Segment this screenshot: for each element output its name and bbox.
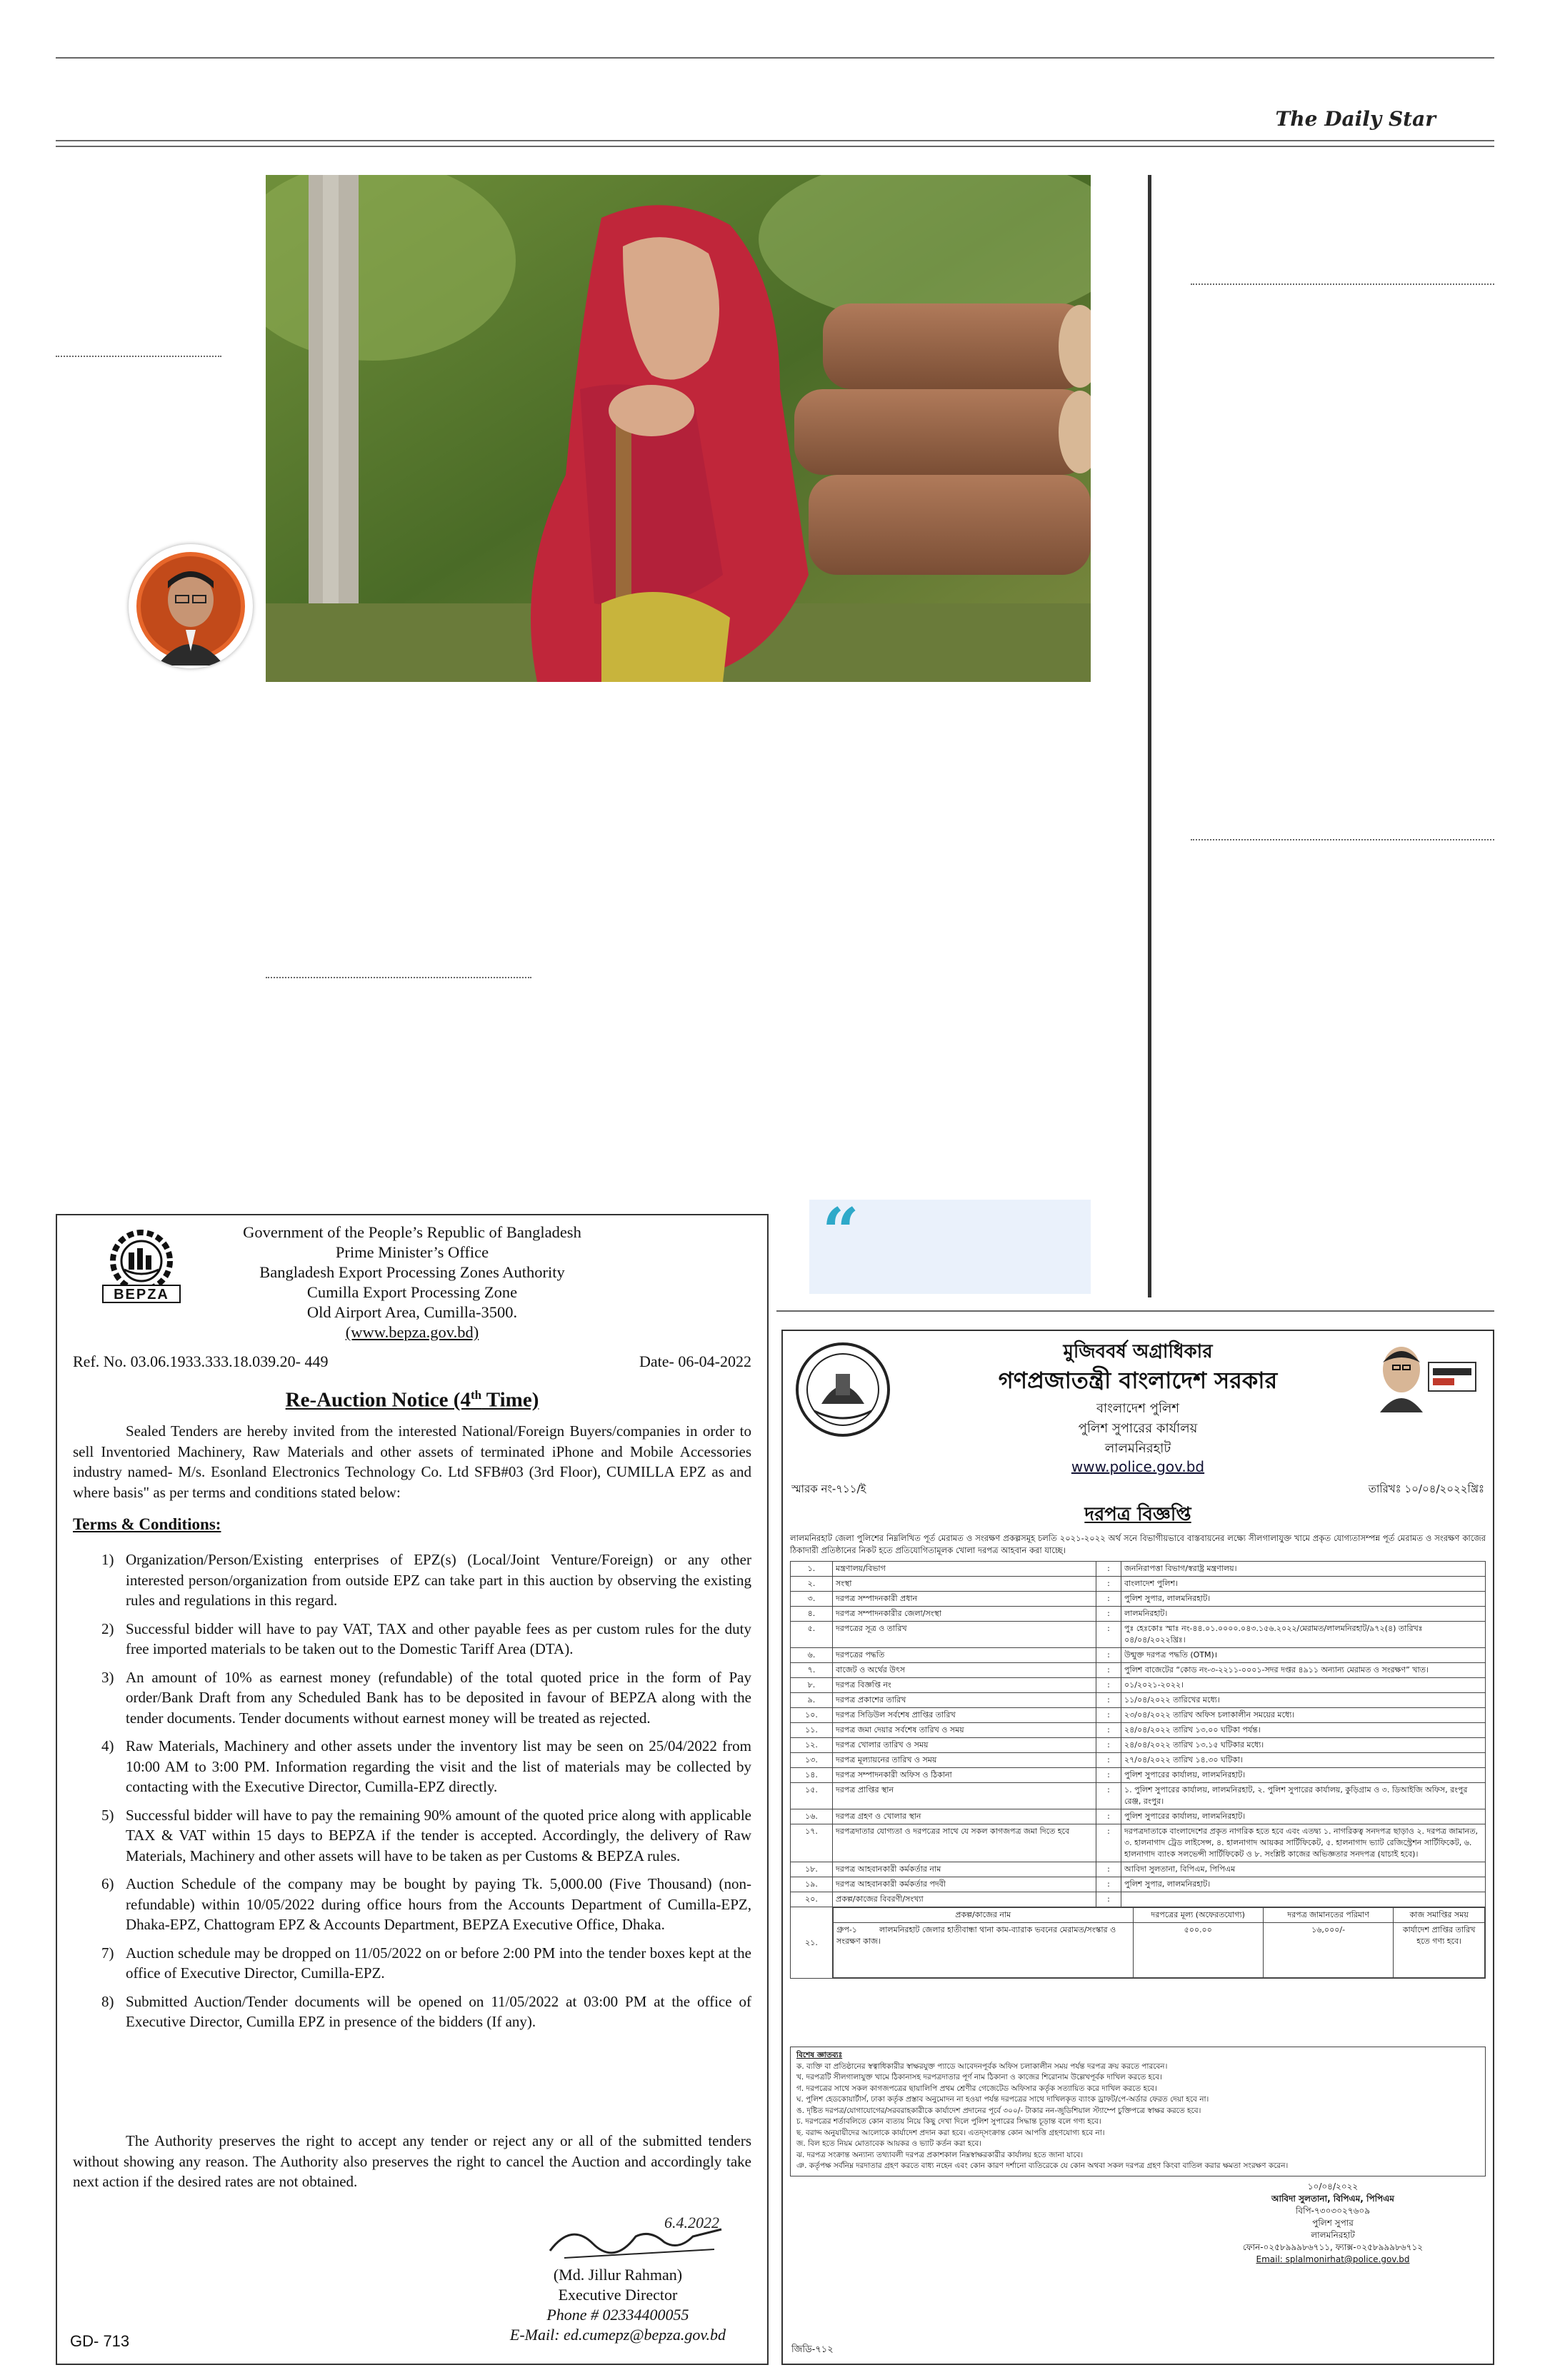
row-colon: : <box>1096 1622 1121 1648</box>
signatory-email[interactable]: E-Mail: ed.cumepz@bepza.gov.bd <box>509 2326 726 2344</box>
gd-number: GD- 713 <box>70 2332 130 2350</box>
signatory-name: (Md. Jillur Rahman) <box>553 2266 683 2284</box>
notice-date: Date- 06-04-2022 <box>639 1352 751 1370</box>
row-colon: : <box>1096 1663 1121 1678</box>
bepza-logo-text: BEPZA <box>114 1287 169 1302</box>
row-colon: : <box>1096 1862 1121 1877</box>
signatory-title: Executive Director <box>558 2286 678 2304</box>
row-colon: : <box>1096 1577 1121 1592</box>
row-colon: : <box>1096 1783 1121 1809</box>
police-gd-number: জিডি-৭১২ <box>791 2344 834 2355</box>
row-label: দরপত্র আহবানকারী কর্মকর্তার নাম <box>833 1862 1096 1877</box>
top-rule <box>56 57 1494 59</box>
special-note: খ. দরপত্রটি সীলগালাযুক্ত খামে ঠিকানাসহ দরপত্রদাতার পূর্ণ নাম ঠিকানা ও কাজের শিরোনাম উল্লেখপূর্বক দাখিল করতে হবে। <box>796 2073 1162 2082</box>
special-note: ঝ. দরপত্র সংক্রান্ত অন্যান্য তথ্যাবলী দরপত্র প্রকাশকাল নিম্নস্বাক্ষরকারীর কার্যালয় হতে জানা যাবে। <box>796 2150 1084 2159</box>
quote-mark-icon: “ <box>822 1194 859 1270</box>
tender-details-table <box>790 1561 1486 1979</box>
section-rule <box>776 1310 1494 1312</box>
row-colon: : <box>1096 1592 1121 1607</box>
article-dotted-rule <box>266 977 531 978</box>
row-colon: : <box>1096 1738 1121 1753</box>
mujib-priority-line: মুজিববর্ষ অগ্রাধিকার <box>1063 1341 1213 1362</box>
table-row <box>791 1663 1486 1678</box>
row-label: দরপত্র খোলার তারিখ ও সময় <box>833 1738 1096 1753</box>
signature-image <box>543 2208 736 2265</box>
special-note: ঘ. পুলিশ হেডকোয়ার্টার্স, ঢাকা কর্তৃক প্রস্তাব অনুমোদন না হওয়া পর্যন্ত দরপত্রের সাথে দাখিলকৃত ব্যাংক ড্রাফট/পে-অর্ডার ফেরত দেয়া হবে না। <box>796 2095 1209 2104</box>
memo-number: স্মারক নং-৭১১/ই <box>791 1482 866 1495</box>
row-serial: ২. <box>791 1577 833 1592</box>
police-signatory-name: আবিদা সুলতানা, বিপিএম, পিপিএম <box>1271 2194 1394 2204</box>
row-serial: ৩. <box>791 1592 833 1607</box>
row-serial: ৬. <box>791 1648 833 1663</box>
header-rule-2 <box>56 146 1494 147</box>
work-price: ৫০০.০০ <box>1133 1923 1263 1978</box>
table-row <box>791 1708 1486 1723</box>
table-row <box>791 1824 1486 1862</box>
term-number: 2) <box>101 1620 114 1637</box>
row-serial: ১০. <box>791 1708 833 1723</box>
row-label: প্রকল্প/কাজের বিবরণী/সংখ্যা <box>833 1892 1096 1907</box>
row-colon: : <box>1096 1648 1121 1663</box>
special-note: জ. বিল হতে নিয়ম মোতাবেক আয়কর ও ভ্যাট কর্তন করা হবে। <box>796 2139 982 2148</box>
row-value: পুলিশ বাজেটের “কোড নং-৩-২২১১-০০০১-সদর দপ্তর ৪৯১১ অন্যান্য মেরামত ও সংরক্ষণ” খাত। <box>1121 1663 1486 1678</box>
row-value: ২৪/০৪/২০২২ তারিখ ১৩.১৫ ঘটিকার মধ্যে। <box>1121 1738 1486 1753</box>
term-text: Auction schedule may be dropped on 11/05/2022 on or before 2:00 PM into the tender boxes kept at the office of Executive Director, Cumilla-EPZ. <box>126 1944 751 1982</box>
term-number: 7) <box>101 1944 114 1962</box>
term-item <box>73 1619 751 1660</box>
district-name: লালমনিরহাট <box>1104 1441 1171 1456</box>
work-name-cell <box>834 1923 1134 1978</box>
term-number: 1) <box>101 1551 114 1568</box>
term-number: 6) <box>101 1875 114 1892</box>
row-value: ০১/২০২১-২০২২। <box>1121 1678 1486 1693</box>
closing-paragraph: The Authority preserves the right to accept any tender or reject any or all of the submitted tenders without showing any reason. The Authority also preserves the right to cancel the Auction and accordingly take next action if the desired rates are not obtained. <box>73 2132 751 2190</box>
work-security: ১৬,০০০/- <box>1263 1923 1393 1978</box>
row-serial: ৭. <box>791 1663 833 1678</box>
row-label: দরপত্র সম্পাদনকারীর জেলা/সংস্থা <box>833 1607 1096 1622</box>
bepza-auction-notice <box>56 1214 769 2365</box>
signature-date: 6.4.2022 <box>664 2214 719 2231</box>
tender-lead-paragraph: লালমনিরহাট জেলা পুলিশের নিম্নলিখিত পূর্ত মেরামত ও সংরক্ষণ প্রকল্পসমূহ চলতি ২০২১-২০২২ অর্থ সনে বিভাগীয়ভাবে বাস্তবায়নের লক্ষ্যে সীলগালাযুক্ত খামে প্রকৃত যোগ্যতাসম্পন্ন পূর্ত মেরামত ও সংরক্ষণ কাজের ঠিকাদারী প্রতিষ্ঠানের নিকট হতে প্রতিযোগিতামূলক খোলা দরপত্র আহবান করা যাচ্ছে। <box>790 1533 1486 1555</box>
row-label: দরপত্র সম্পাদনকারী অফিস ও ঠিকানা <box>833 1768 1096 1783</box>
header-line: Bangladesh Export Processing Zones Authority <box>259 1263 565 1281</box>
row-label: দরপত্র প্রকাশের তারিখ <box>833 1693 1096 1708</box>
header-rule-1 <box>56 140 1494 141</box>
row-label: দরপত্র সিডিউল সর্বশেষ প্রাপ্তির তারিখ <box>833 1708 1096 1723</box>
table-row <box>791 1809 1486 1824</box>
row-serial: ২০. <box>791 1892 833 1907</box>
table-row <box>791 1892 1486 1907</box>
row-label: মন্ত্রণালয়/বিভাগ <box>833 1562 1096 1577</box>
elderly-woman-photo <box>266 175 1091 682</box>
header-line: Cumilla Export Processing Zone <box>306 1283 518 1301</box>
row-colon: : <box>1096 1877 1121 1892</box>
row-label: দরপত্র বিজ্ঞপ্তি নং <box>833 1678 1096 1693</box>
row-value: পুলিশ সুপারের কার্যালয়, লালমনিরহাট। <box>1121 1809 1486 1824</box>
row-label: বাজেট ও অর্থের উৎস <box>833 1663 1096 1678</box>
term-item <box>73 1943 751 1984</box>
special-note: ছ. বরাদ্দ অনুযায়ীদের আলোকে কার্যাদেশ প্রদান করা হবে। এতদ্সংক্রান্ত কোন আপত্তি গ্রহণযোগ্য হবে না। <box>796 2128 1105 2137</box>
row-serial: ২১. <box>791 1907 833 1979</box>
row-value: দরপত্রদাতাকে বাংলাদেশের প্রকৃত নাগরিক হতে হবে এবং এতদ্ব্য ১. নাগরিকত্ব সনদপত্র ছাড়াও ২. দরপত্র জামানত, ৩. হালনাগাদ ট্রেড লাইসেন্স, ৪. হালনাগাদ আয়কর সার্টিফিকেট, ৫. হালনাগাদ ভ্যাট রেজিস্ট্রেশন সার্টিফিকেট, ৬. হালনাগাদ ব্যাংক সলভেন্সী সার্টিফিকেট ও ৮. সংশ্লিষ্ট কাজের অভিজ্ঞতার সনদপত্র (যাচাই হবে)। <box>1121 1824 1486 1862</box>
signatory-block <box>510 2265 726 2345</box>
special-notes <box>790 2047 1486 2176</box>
row-serial: ১৬. <box>791 1809 833 1824</box>
row-label: দরপত্রের সূত্র ও তারিখ <box>833 1622 1096 1648</box>
work-name: লালমনিরহাট জেলার হাতীবান্ধা থানা কাম-ব্যারাক ভবনের মেরামত/সংস্কার ও সংরক্ষণ কাজ। <box>836 1925 1116 1946</box>
table-row <box>791 1622 1486 1648</box>
term-text: Submitted Auction/Tender documents will be opened on 11/05/2022 at 03:00 PM at the office of Executive Director, Cumilla EPZ in presence of the bidders (If any). <box>126 1992 751 2030</box>
term-item <box>73 1667 751 1729</box>
row-colon: : <box>1096 1723 1121 1738</box>
row-colon: : <box>1096 1708 1121 1723</box>
row-value: পুলিশ সুপার, লালমনিরহাট। <box>1121 1877 1486 1892</box>
row-label: সংস্থা <box>833 1577 1096 1592</box>
row-value: ১. পুলিশ সুপারের কার্যালয়, লালমনিরহাট, ২. পুলিশ সুপারের কার্যালয়, কুড়িগ্রাম ও ৩. ডিআইজি অফিস, রংপুর রেঞ্জ, রংপুর। <box>1121 1783 1486 1809</box>
table-row <box>791 1862 1486 1877</box>
portrait-avatar <box>129 544 253 668</box>
ref-line <box>73 1352 751 1371</box>
row-serial: ৫. <box>791 1622 833 1648</box>
row-value: ২৭/০৪/২০২২ তারিখ ১৪.৩০ ঘটিকা। <box>1121 1753 1486 1768</box>
term-number: 8) <box>101 1992 114 2010</box>
term-item <box>73 1992 751 2032</box>
term-item <box>73 1550 751 1611</box>
row-value: পুলিশ সুপারের কার্যালয়, লালমনিরহাট। <box>1121 1768 1486 1783</box>
table-row <box>791 1877 1486 1892</box>
signatory-phone: Phone # 02334400055 <box>546 2306 689 2324</box>
row-serial: ১৯. <box>791 1877 833 1892</box>
notice-title: Re-Auction Notice (4th Time) <box>285 1388 539 1412</box>
row-value <box>1121 1892 1486 1907</box>
row-value: লালমনিরহাট। <box>1121 1607 1486 1622</box>
table-row <box>791 1768 1486 1783</box>
police-website-link[interactable]: www.police.gov.bd <box>1071 1458 1205 1475</box>
column-divider <box>1148 175 1151 1297</box>
row-colon: : <box>1096 1562 1121 1577</box>
tender-notice-title: দরপত্র বিজ্ঞপ্তি <box>1084 1504 1191 1525</box>
police-tender-notice <box>781 1330 1494 2365</box>
bepza-header <box>57 1222 767 1342</box>
row-colon: : <box>1096 1892 1121 1907</box>
special-note: চ. দরপত্রের শর্তাবলিতে কোন ব্যত্যয় নিয়ে কিছু দেখা দিলে পুলিশ সুপারের সিদ্ধান্ত চূড়ান্ত বলে গণ্য হবে। <box>796 2117 1101 2126</box>
table-row <box>791 1648 1486 1663</box>
row-value: বাংলাদেশ পুলিশ। <box>1121 1577 1486 1592</box>
work-header-cell <box>833 1907 1486 1979</box>
work-header-row <box>791 1907 1486 1979</box>
police-signatory-block <box>1183 2181 1483 2266</box>
table-row <box>791 1753 1486 1768</box>
row-label: দরপত্র সম্পাদনকারী প্রধান <box>833 1592 1096 1607</box>
header-line: Government of the People’s Republic of Bangladesh <box>243 1223 581 1241</box>
term-text: Auction Schedule of the company may be bought by paying Tk. 5,000.00 (Five Thousand) (non-refundable) within 10/05/2022 during office hours from the Accounts Department of Cumilla-EPZ, Dhaka-EPZ, Chattogram EPZ & Accounts Department, BEPZA Executive Office, Dhaka. <box>126 1875 751 1933</box>
police-bp-number: বিপি-৭৩০৩০২৭৬০৯ <box>1295 2206 1371 2216</box>
notice-intro: Sealed Tenders are hereby invited from the interested National/Foreign Buyers/companies in order to sell Inventoried Machinery, Raw Materials and other assets of terminated iPhone and Mobile Accessories industry named- M/s. Esonland Electronics Technology Co. Ltd SFB#03 (3rd Floor), CUMILLA EPZ as and where basis" as per terms and conditions stated below: <box>73 1422 751 1501</box>
row-serial: ৯. <box>791 1693 833 1708</box>
term-item <box>73 1805 751 1867</box>
right-dotted-rule-2 <box>1191 839 1494 840</box>
sp-office: পুলিশ সুপারের কার্যালয় <box>1078 1421 1198 1436</box>
work-column-header: কাজ সমাপ্তির সময় <box>1394 1908 1485 1923</box>
row-value: ১১/০৪/২০২২ তারিখের মধ্যে। <box>1121 1693 1486 1708</box>
table-row <box>791 1678 1486 1693</box>
row-serial: ১১. <box>791 1723 833 1738</box>
row-label: দরপত্র জমা দেয়ার সর্বশেষ তারিখ ও সময় <box>833 1723 1096 1738</box>
term-text: Successful bidder will have to pay VAT, TAX and other payable fees as per custom rules for the duty free imported materials to be taken out to the Domestic Tariff Area (DTA). <box>126 1620 751 1657</box>
work-column-header: দরপত্র জামানতের পরিমাণ <box>1263 1908 1393 1923</box>
police-sign-date: ১০/০৪/২০২২ <box>1307 2181 1359 2191</box>
row-value: পুঃ হেঃকোঃ স্মাঃ নং-৪৪.০১.০০০০.০৪৩.১৫৬.২০২২/মেরামত/লালমনিরহাট/৯৭২(৪) তারিখঃ ০৪/০৪/২০২২খ্রিঃ। <box>1121 1622 1486 1648</box>
row-colon: : <box>1096 1824 1121 1862</box>
row-value: জননিরাপত্তা বিভাগ/স্বরাষ্ট্র মন্ত্রণালয়। <box>1121 1562 1486 1577</box>
term-number: 3) <box>101 1668 114 1686</box>
row-label: দরপত্র মূল্যায়নের তারিখ ও সময় <box>833 1753 1096 1768</box>
table-row <box>791 1607 1486 1622</box>
row-colon: : <box>1096 1678 1121 1693</box>
special-note: গ. দরপত্রের সাথে সকল কাগজপত্রের ছায়ালিপি প্রথম শ্রেণীর গেজেটেড অফিসার কর্তৃক সত্যায়িত করে দাখিল করতে হবে। <box>796 2084 1157 2093</box>
special-note: ক. ব্যক্তি বা প্রতিষ্ঠানের স্বত্বাধিকারীর স্বাক্ষরযুক্ত প্যাডে আবেদনপূর্বক অফিস চলাকালীন সময় পর্যন্ত দরপত্র ক্রয় করতে পারবেন। <box>796 2062 1168 2071</box>
right-dotted-rule-1 <box>1191 283 1494 285</box>
police-signatory-title: পুলিশ সুপার <box>1312 2218 1354 2228</box>
row-colon: : <box>1096 1768 1121 1783</box>
row-colon: : <box>1096 1693 1121 1708</box>
special-note: ঙ. দৃষ্টিত দরপত্র/যোগাযোগের/সরবরাহকারীকে কার্যাদেশ প্রদানের পূর্বে ৩০০/- টাকার নন-জুডিশিয়াল স্ট্যাম্পে চুক্তিপত্রে স্বাক্ষর করতে হবে। <box>796 2106 1201 2115</box>
row-colon: : <box>1096 1753 1121 1768</box>
bepza-website-link[interactable]: (www.bepza.gov.bd) <box>345 1323 479 1341</box>
terms-list <box>73 1550 751 2040</box>
table-row <box>791 1693 1486 1708</box>
ref-number: Ref. No. 03.06.1933.333.18.039.20- 449 <box>73 1352 329 1370</box>
row-serial: ১৫. <box>791 1783 833 1809</box>
left-dotted-rule <box>56 356 221 357</box>
work-header-inner-row <box>834 1908 1485 1923</box>
row-label: দরপত্র প্রাপ্তির স্থান <box>833 1783 1096 1809</box>
row-serial: ১৪. <box>791 1768 833 1783</box>
table-row <box>791 1592 1486 1607</box>
row-label: দরপত্রের পদ্ধতি <box>833 1648 1096 1663</box>
row-label: দরপত্র গ্রহণ ও খোলার স্থান <box>833 1809 1096 1824</box>
header-line: Prime Minister’s Office <box>335 1243 489 1261</box>
police-org: বাংলাদেশ পুলিশ <box>1096 1401 1180 1416</box>
row-serial: ১৭. <box>791 1824 833 1862</box>
work-column-header: দরপত্রের মূল্য (অফেরতযোগ্য) <box>1133 1908 1263 1923</box>
masthead-logo: The Daily Star <box>1275 107 1436 131</box>
row-value: ২৩/০৪/২০২২ তারিখ অফিস চলাকালীন সময়ের মধ্যে। <box>1121 1708 1486 1723</box>
header-line: Old Airport Area, Cumilla-3500. <box>306 1303 518 1321</box>
special-notes-heading: বিশেষ জ্ঞাতব্যঃ <box>796 2051 843 2059</box>
police-notice-date: তারিখঃ ১০/০৪/২০২২খ্রিঃ <box>1368 1482 1484 1495</box>
table-row <box>791 1577 1486 1592</box>
table-row <box>791 1783 1486 1809</box>
row-serial: ৪. <box>791 1607 833 1622</box>
row-value: উন্মুক্ত দরপত্র পদ্ধতি (OTM)। <box>1121 1648 1486 1663</box>
row-serial: ১২. <box>791 1738 833 1753</box>
term-text: An amount of 10% as earnest money (refundable) of the total quoted price in the form of Pay order/Bank Draft from any Scheduled Bank has to be deposited in favour of BEPZA along with the tender documents. Tender documents without earnest money will be treated as rejected. <box>126 1668 751 1727</box>
police-contact: ফোন-০২৫৮৯৯৯৮৬৭১১, ফ্যাক্স-০২৫৮৯৯৯৮৬৭১২ <box>1242 2242 1424 2252</box>
row-label: দরপত্র আহবানকারী কর্মকর্তার পদবী <box>833 1877 1096 1892</box>
table-row <box>791 1723 1486 1738</box>
row-label: দরপত্রদাতার যোগ্যতা ও দরপত্রের সাথে যে সকল কাগজপত্র জমা দিতে হবে <box>833 1824 1096 1862</box>
government-title: গণপ্রজাতন্ত্রী বাংলাদেশ সরকার <box>998 1367 1278 1394</box>
work-data-row <box>834 1923 1485 1978</box>
row-serial: ১. <box>791 1562 833 1577</box>
row-value: পুলিশ সুপার, লালমনিরহাট। <box>1121 1592 1486 1607</box>
term-item <box>73 1736 751 1797</box>
table-row <box>791 1738 1486 1753</box>
police-signatory-district: লালমনিরহাট <box>1311 2230 1355 2240</box>
row-colon: : <box>1096 1809 1121 1824</box>
terms-heading: Terms & Conditions: <box>73 1515 221 1533</box>
row-colon: : <box>1096 1607 1121 1622</box>
row-serial: ১৮. <box>791 1862 833 1877</box>
term-text: Raw Materials, Machinery and other assets under the inventory list may be seen on 25/04/2022 from 10:00 AM to 3:00 PM. Information regarding the visit and the list of materials may be collected by contacting with the Executive Director, Cumilla-EPZ directly. <box>126 1737 751 1795</box>
work-group: গ্রুপ-১ <box>836 1925 857 1934</box>
pull-quote-box <box>809 1194 1091 1294</box>
term-item <box>73 1874 751 1935</box>
special-note: ঞ. কর্তৃপক্ষ সর্বনিম্ন দরদাতার গ্রহণ করতে বাধ্য নহেন এবং কোন কারণ দর্শানো ব্যতিরেকে যে কোন অথবা সকল দরপত্র গ্রহণ কিংবা বাতিল করার ক্ষমতা সংরক্ষণ করেন। <box>796 2161 1289 2170</box>
work-duration: কার্যাদেশ প্রাপ্তির তারিখ হতে গণ্য হবে। <box>1394 1923 1485 1978</box>
work-column-header: প্রকল্প/কাজের নাম <box>834 1908 1134 1923</box>
row-serial: ১৩. <box>791 1753 833 1768</box>
row-serial: ৮. <box>791 1678 833 1693</box>
row-value: আবিদা সুলতানা, বিপিএম, পিপিএম <box>1121 1862 1486 1877</box>
police-email[interactable]: Email: splalmonirhat@police.gov.bd <box>1256 2254 1410 2264</box>
term-text: Successful bidder will have to pay the remaining 90% amount of the quoted price along with applicable TAX & VAT within 15 days to BEPZA if the tender is accepted. Accordingly, the delivery of Raw Materials, Machinery and other assets will have to be taken as per Customs & BEPZA rules. <box>126 1806 751 1864</box>
term-number: 5) <box>101 1806 114 1824</box>
table-row <box>791 1562 1486 1577</box>
term-text: Organization/Person/Existing enterprises of EPZ(s) (Local/Joint Venture/Foreign) or any other interested person/organization from outside EPZ can take part in this auction by observing the existing rules and regulations in this regard. <box>126 1551 751 1609</box>
row-value: ২৪/০৪/২০২২ তারিখ ১৩.০০ ঘটিকা পর্যন্ত। <box>1121 1723 1486 1738</box>
term-number: 4) <box>101 1737 114 1754</box>
